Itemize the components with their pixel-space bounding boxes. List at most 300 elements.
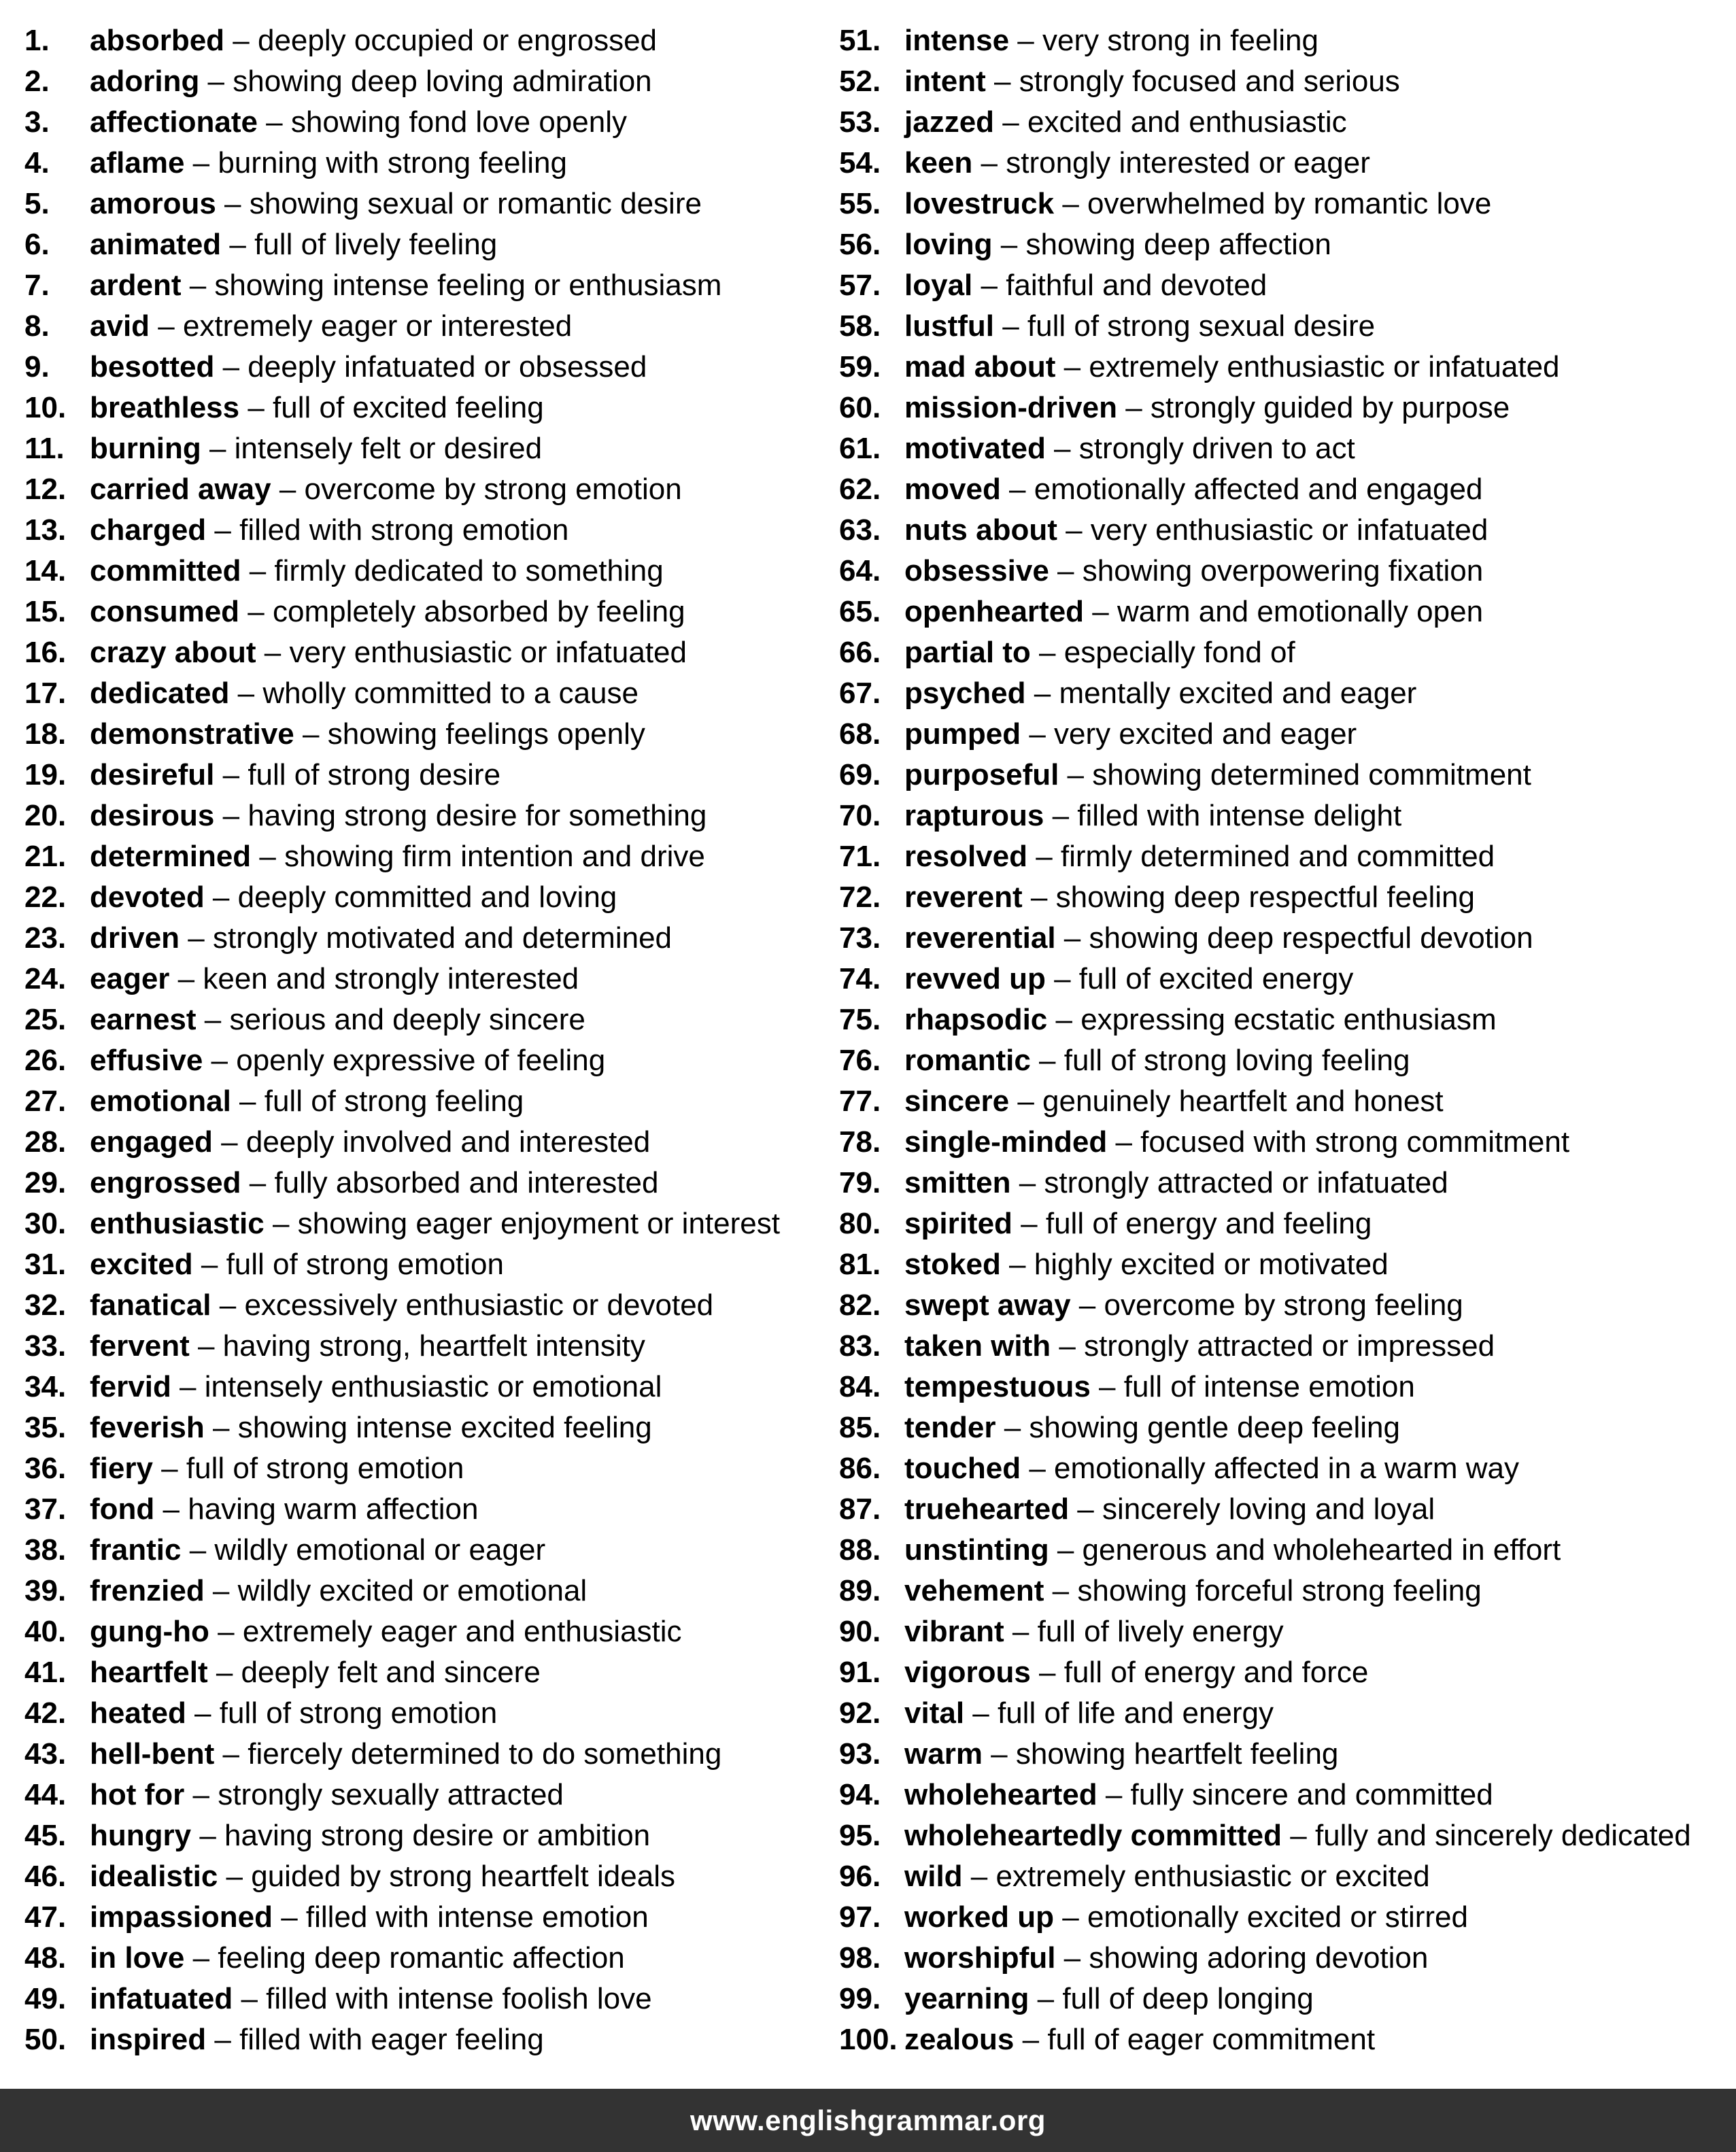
list-item-number: 51. [839,24,881,57]
list-item-separator: – [189,1329,223,1363]
list-item-separator: – [169,962,203,995]
list-item-text [90,1448,464,1489]
list-item-separator: – [1049,1533,1083,1567]
list-item [839,20,1723,61]
list-item [839,61,1723,102]
list-item [24,61,827,102]
list-item [24,877,827,918]
list-item-number: 92. [839,1696,881,1730]
list-item-definition: showing sexual or romantic desire [249,187,702,220]
list-item-number: 90. [839,1615,881,1648]
list-item-definition: emotionally affected in a warm way [1054,1452,1519,1485]
list-item-number: 50. [24,2023,67,2056]
list-item-number: 83. [839,1329,881,1363]
list-item-number: 96. [839,1860,881,1893]
list-item [24,796,827,836]
list-item-separator: – [1009,24,1042,57]
list-item-text [90,1163,658,1203]
list-item-separator: – [972,146,1006,180]
list-item-text [904,265,1267,306]
list-item [839,1775,1723,1815]
list-item-definition: very enthusiastic or infatuated [1090,513,1488,547]
list-item [24,1081,827,1122]
list-item-definition: strongly interested or eager [1006,146,1370,180]
list-item-number: 13. [24,513,67,547]
list-item-definition: very excited and eager [1054,717,1357,751]
list-item-definition: very strong in feeling [1042,24,1318,57]
list-item-word: affectionate [90,105,258,139]
list-item-definition: strongly motivated and determined [212,921,673,955]
list-item-text [90,632,687,673]
list-item-definition: full of strong emotion [186,1452,464,1485]
list-item-word: tender [904,1411,996,1444]
list-item [24,1856,827,1897]
list-item-definition: full of excited feeling [273,391,544,424]
list-item-definition: full of intense emotion [1123,1370,1415,1403]
list-item-definition: showing intense excited feeling [237,1411,652,1444]
list-item-number: 54. [839,146,881,180]
list-item-separator: – [1021,1452,1055,1485]
list-item [24,592,827,632]
list-item-text [90,347,647,388]
list-item-separator: – [214,350,248,383]
list-item-number: 17. [24,677,67,710]
list-item-separator: – [272,1900,306,1934]
list-item [839,1448,1723,1489]
list-item [839,347,1723,388]
list-item-text [904,1081,1444,1122]
list-item-text [90,1407,652,1448]
list-item-number: 58. [839,309,881,343]
list-item-word: hell-bent [90,1737,215,1771]
list-item-word: frenzied [90,1574,205,1607]
list-item-separator: – [180,921,213,955]
list-item-number: 27. [24,1084,67,1118]
list-item-separator: – [1069,1492,1102,1526]
list-item-number: 82. [839,1288,881,1322]
list-item-word: taken with [904,1329,1051,1363]
list-item-text [90,469,682,510]
list-item [839,102,1723,143]
list-item-number: 59. [839,350,881,383]
list-item [839,551,1723,592]
list-item-definition: fully absorbed and interested [274,1166,659,1199]
list-item-number: 100. [839,2023,898,2056]
list-item-definition: wholly committed to a cause [262,677,639,710]
list-item-word: yearning [904,1982,1029,2015]
list-item-word: worked up [904,1900,1055,1934]
list-item-separator: – [154,1492,188,1526]
list-item-text [904,2019,1375,2060]
list-item [839,143,1723,184]
list-item-definition: deeply felt and sincere [241,1656,541,1689]
list-item-number: 76. [839,1044,881,1077]
list-item [24,1611,827,1652]
list-item-number: 32. [24,1288,67,1322]
list-item-number: 97. [839,1900,881,1934]
list-item-number: 39. [24,1574,67,1607]
list-item-definition: especially fond of [1063,636,1295,669]
list-item-definition: keen and strongly interested [203,962,579,995]
list-item [24,1407,827,1448]
list-item [24,347,827,388]
list-item-word: mad about [904,350,1056,383]
list-item-text [90,1285,713,1326]
list-item [839,714,1723,755]
list-item-number: 33. [24,1329,67,1363]
list-item-word: committed [90,554,241,587]
list-item [24,1897,827,1938]
list-item-word: absorbed [90,24,225,57]
list-item-number: 35. [24,1411,67,1444]
list-item-word: mission-driven [904,391,1117,424]
list-item [24,1530,827,1571]
list-item-word: idealistic [90,1860,218,1893]
list-item [839,632,1723,673]
list-item-definition: strongly sexually attracted [218,1778,564,1811]
list-item-text [90,796,707,836]
list-item-text [90,224,497,265]
list-item-definition: deeply committed and loving [237,881,617,914]
list-item-text [904,102,1347,143]
list-item-number: 19. [24,758,67,791]
list-item-separator: – [241,554,275,587]
list-item-separator: – [171,1370,205,1403]
list-item [839,1326,1723,1367]
list-item [24,1693,827,1734]
list-item-separator: – [150,309,183,343]
list-item [24,1938,827,1979]
list-item [839,1081,1723,1122]
list-item-number: 91. [839,1656,881,1689]
list-item-text [904,1122,1569,1163]
list-item-number: 11. [24,432,65,465]
list-item-number: 81. [839,1248,881,1281]
list-item [24,1326,827,1367]
list-item-definition: sincerely loving and loyal [1102,1492,1435,1526]
list-item-number: 68. [839,717,881,751]
list-item [839,1285,1723,1326]
list-item-separator: – [1027,840,1061,873]
list-item-separator: – [251,840,285,873]
list-item-separator: – [204,1411,238,1444]
list-item-number: 93. [839,1737,881,1771]
list-item-text [904,1163,1448,1203]
list-item-separator: – [152,1452,186,1485]
list-item-definition: full of lively energy [1037,1615,1284,1648]
list-item-definition: showing deep respectful devotion [1089,921,1533,955]
list-item-separator: – [1030,1044,1064,1077]
list-item-word: enthusiastic [90,1207,265,1240]
list-item-text [904,877,1475,918]
list-item-number: 63. [839,513,881,547]
list-item-word: frantic [90,1533,182,1567]
list-item-definition: excited and enthusiastic [1027,105,1347,139]
list-item-separator: – [206,513,240,547]
list-item [24,1367,827,1407]
list-item-word: inspired [90,2023,207,2056]
list-item [839,1611,1723,1652]
list-item-word: nuts about [904,513,1057,547]
list-item-text [904,551,1483,592]
list-item [839,1163,1723,1203]
list-item-definition: showing forceful strong feeling [1077,1574,1482,1607]
list-item-text [90,1326,645,1367]
list-item-number: 29. [24,1166,67,1199]
list-item-number: 34. [24,1370,67,1403]
list-item-separator: – [982,1737,1016,1771]
list-item-number: 36. [24,1452,67,1485]
list-item-separator: – [221,228,255,261]
list-item-definition: generous and wholehearted in effort [1082,1533,1561,1567]
list-item-text [904,592,1483,632]
list-item-number: 67. [839,677,881,710]
word-list-right-column [839,20,1723,2060]
list-item-word: wild [904,1860,963,1893]
list-item-word: heartfelt [90,1656,208,1689]
list-item-number: 20. [24,799,67,832]
list-item-definition: showing eager enjoyment or interest [297,1207,780,1240]
list-item-number: 55. [839,187,881,220]
list-item-word: desireful [90,758,215,791]
list-item-word: reverential [904,921,1056,955]
list-item [839,1367,1723,1407]
list-item-separator: – [1030,1656,1064,1689]
list-item-separator: – [1044,1574,1078,1607]
list-item [24,918,827,959]
list-item-number: 70. [839,799,881,832]
list-item [24,1652,827,1693]
list-item-text [90,918,672,959]
list-item-separator: – [239,391,273,424]
list-item-definition: strongly focused and serious [1019,65,1400,98]
list-item [839,1979,1723,2019]
list-item-definition: strongly driven to act [1078,432,1355,465]
list-item-separator: – [994,105,1027,139]
list-item [839,469,1723,510]
list-item-text [90,673,639,714]
list-item-word: fervent [90,1329,190,1363]
list-item-word: hot for [90,1778,185,1811]
list-item-separator: – [214,799,248,832]
list-item-word: ardent [90,269,182,302]
list-item-separator: – [1059,758,1093,791]
list-item-definition: expressing ecstatic enthusiasm [1080,1003,1497,1036]
list-item-word: amorous [90,187,216,220]
list-item-definition: showing firm intention and drive [284,840,705,873]
list-item-separator: – [207,1656,241,1689]
list-item-text [904,428,1355,469]
list-item-separator: – [264,1207,298,1240]
list-item-word: psyched [904,677,1026,710]
list-item-text [90,1979,652,2019]
list-item-word: in love [90,1941,185,1975]
list-item [24,1000,827,1040]
list-item [839,1693,1723,1734]
list-item-number: 94. [839,1778,881,1811]
list-item-text [90,1081,524,1122]
list-item-separator: – [184,1778,218,1811]
list-item-separator: – [209,1615,243,1648]
list-item-text [90,143,567,184]
list-item-separator: – [1012,1207,1046,1240]
list-item-separator: – [1049,554,1083,587]
list-item [839,1040,1723,1081]
list-item-word: smitten [904,1166,1011,1199]
list-item-text [90,2019,544,2060]
list-item [839,1530,1723,1571]
list-item-number: 99. [839,1982,881,2015]
list-item [24,265,827,306]
list-item-word: truehearted [904,1492,1070,1526]
list-item-text [904,1775,1493,1815]
list-item-definition: feeling deep romantic affection [218,1941,625,1975]
list-item-number: 80. [839,1207,881,1240]
list-item-text [904,632,1295,673]
list-item-word: spirited [904,1207,1012,1240]
list-item-separator: – [1047,1003,1081,1036]
list-item-number: 1. [24,24,50,57]
list-item-text [904,1652,1368,1693]
list-item-separator: – [186,1696,220,1730]
list-item [24,959,827,1000]
list-item-definition: showing overpowering fixation [1082,554,1484,587]
list-item-definition: showing gentle deep feeling [1029,1411,1400,1444]
list-item-number: 87. [839,1492,881,1526]
list-item [839,510,1723,551]
list-item-separator: – [995,1411,1029,1444]
list-item-separator: – [1107,1125,1141,1159]
list-item-separator: – [231,1084,265,1118]
list-item-number: 2. [24,65,50,98]
list-item-text [90,510,568,551]
list-item-number: 46. [24,1860,67,1893]
list-item [839,428,1723,469]
list-item-separator: – [191,1819,225,1852]
list-item-number: 52. [839,65,881,98]
list-item-number: 30. [24,1207,67,1240]
list-item-word: determined [90,840,252,873]
list-item-word: resolved [904,840,1027,873]
list-item-number: 10. [24,391,67,424]
list-item-number: 3. [24,105,50,139]
list-item-separator: – [233,1982,267,2015]
list-item-number: 7. [24,269,50,302]
list-item-separator: – [181,269,215,302]
list-item-text [90,1734,721,1775]
list-item-definition: showing deep loving admiration [233,65,652,98]
list-item-number: 38. [24,1533,67,1567]
list-item-definition: openly expressive of feeling [236,1044,606,1077]
list-item-definition: serious and deeply sincere [229,1003,585,1036]
list-item-word: impassioned [90,1900,273,1934]
list-item-text [904,1367,1415,1407]
list-item-separator: – [229,677,263,710]
list-item [839,1897,1723,1938]
list-item [839,673,1723,714]
list-item-word: keen [904,146,973,180]
list-item [24,102,827,143]
list-item-definition: filled with eager feeling [239,2023,544,2056]
list-item-word: openhearted [904,595,1085,628]
list-item-separator: – [1117,391,1151,424]
list-item-word: revved up [904,962,1046,995]
list-item-separator: – [1022,881,1056,914]
list-item-definition: strongly attracted or infatuated [1044,1166,1448,1199]
list-item-definition: showing deep respectful feeling [1055,881,1476,914]
list-item-word: burning [90,432,201,465]
list-item-word: crazy about [90,636,256,669]
list-item-definition: full of lively feeling [254,228,498,261]
list-item-separator: – [1029,1982,1063,2015]
list-item-text [904,673,1416,714]
list-item-separator: – [1004,1615,1038,1648]
list-item-text [90,265,721,306]
list-item-separator: – [1045,962,1079,995]
list-item-text [904,1448,1519,1489]
list-item-word: intent [904,65,986,98]
list-item-word: engaged [90,1125,213,1159]
list-item-text [904,755,1531,796]
list-item-text [90,551,664,592]
list-item-number: 88. [839,1533,881,1567]
list-item-separator: – [211,1288,245,1322]
list-item-text [904,1040,1410,1081]
list-item-word: vigorous [904,1656,1031,1689]
list-item-definition: full of deep longing [1062,1982,1314,2015]
list-item [24,143,827,184]
list-item-word: adoring [90,65,200,98]
list-item [24,673,827,714]
list-item-number: 22. [24,881,67,914]
list-item [24,714,827,755]
list-item-separator: – [257,105,291,139]
list-item [24,1979,827,2019]
list-item-word: lustful [904,309,994,343]
list-item-text [904,20,1318,61]
list-item-text [90,388,544,428]
list-item-number: 79. [839,1166,881,1199]
list-item-definition: very enthusiastic or infatuated [289,636,687,669]
list-item-word: partial to [904,636,1031,669]
list-item-word: romantic [904,1044,1031,1077]
list-item-number: 47. [24,1900,67,1934]
list-item [839,1734,1723,1775]
list-item-word: charged [90,513,207,547]
list-item-word: aflame [90,146,185,180]
list-item-definition: firmly dedicated to something [274,554,664,587]
list-item [839,1571,1723,1611]
list-item-definition: showing adoring devotion [1089,1941,1429,1975]
list-item-definition: mentally excited and eager [1059,677,1417,710]
list-item-word: lovestruck [904,187,1055,220]
list-item-text [904,1856,1430,1897]
list-item-definition: having strong desire for something [248,799,707,832]
list-item-text [90,1815,650,1856]
list-item-separator: – [985,65,1019,98]
list-item-separator: – [1084,595,1117,628]
list-item-number: 31. [24,1248,67,1281]
list-item-definition: extremely enthusiastic or excited [995,1860,1430,1893]
list-item [24,1163,827,1203]
list-item-text [90,1897,649,1938]
list-item-definition: full of energy and force [1063,1656,1369,1689]
list-item-text [90,102,627,143]
list-item-text [904,918,1533,959]
list-item-text [904,1734,1338,1775]
list-item [24,755,827,796]
list-item-text [904,1611,1284,1652]
